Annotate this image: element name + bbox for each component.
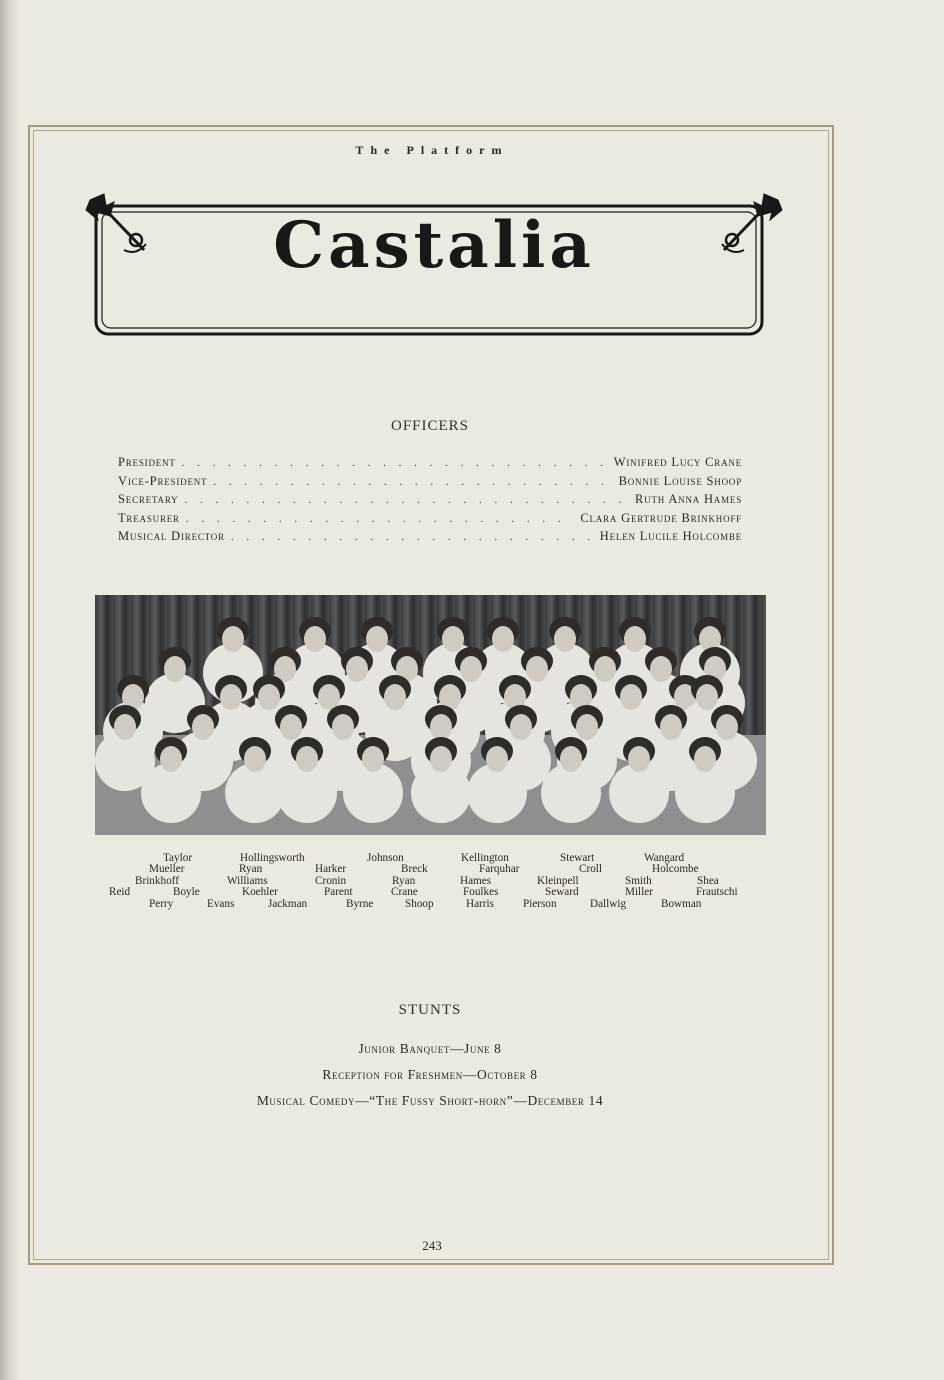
caption-name: Croll <box>579 863 602 875</box>
caption-name: Pierson <box>523 898 557 910</box>
caption-name: Dallwig <box>590 898 627 910</box>
caption-name: Crane <box>391 886 418 898</box>
figure-face <box>304 626 326 652</box>
figure-face <box>554 626 576 652</box>
figure-face <box>650 656 672 682</box>
office-label: Musical Director <box>118 529 225 544</box>
figure-face <box>164 656 186 682</box>
caption-name: Kellington <box>461 852 509 864</box>
figure-face <box>694 746 716 772</box>
figure-face <box>660 714 682 740</box>
caption-name: Koehler <box>242 886 279 898</box>
title-banner <box>84 190 784 350</box>
caption-name: Johnson <box>367 852 404 864</box>
caption-name: Kleinpell <box>537 875 579 887</box>
caption-name: Taylor <box>163 852 193 864</box>
caption-name: Jackman <box>268 898 308 910</box>
figure-face <box>594 656 616 682</box>
group-photograph <box>95 595 766 835</box>
figure-face <box>430 714 452 740</box>
caption-name: Ryan <box>239 863 263 875</box>
figure-face <box>486 746 508 772</box>
officer-row-musical-director <box>118 529 742 548</box>
caption-name: Wangard <box>644 852 685 864</box>
caption-name: Hames <box>460 875 492 887</box>
caption-name: Hollingsworth <box>240 852 305 864</box>
officer-row-vice-president <box>118 474 742 493</box>
figure-face <box>160 746 182 772</box>
stunt-item: Junior Banquet—June 8 <box>358 1041 502 1056</box>
figure-face <box>332 714 354 740</box>
figure-face <box>318 684 340 710</box>
stunt-item: Musical Comedy—“The Fussy Short-horn”—December 14 <box>256 1093 604 1108</box>
figure-face <box>220 684 242 710</box>
figure-face <box>442 626 464 652</box>
caption-name: Byrne <box>346 898 374 910</box>
caption-name: Frautschi <box>696 886 738 898</box>
stunt-item: Reception for Freshmen—October 8 <box>322 1067 538 1082</box>
office-label: Secretary <box>118 492 179 507</box>
caption-name: Shoop <box>405 898 434 910</box>
figure-face <box>346 656 368 682</box>
figure-face <box>624 626 646 652</box>
caption-name: Seward <box>545 886 579 898</box>
caption-name: Smith <box>625 875 652 887</box>
figure-face <box>628 746 650 772</box>
office-label: Vice-President <box>118 473 208 488</box>
caption-name: Ryan <box>392 875 416 887</box>
office-label: Treasurer <box>118 510 180 525</box>
caption-name: Bowman <box>661 898 702 910</box>
dot-leader <box>184 494 629 506</box>
figure-face <box>296 746 318 772</box>
page-number: 243 <box>422 1238 442 1253</box>
officer-name: Clara Gertrude Brinkhoff <box>580 510 742 525</box>
officers-list <box>118 455 742 548</box>
caption-name: Stewart <box>560 852 595 864</box>
officers-heading: OFFICERS <box>390 418 470 434</box>
caption-name: Brinkhoff <box>135 875 179 887</box>
figure-face <box>430 746 452 772</box>
figure-face <box>716 714 738 740</box>
caption-name: Williams <box>227 875 268 887</box>
page-binding-shadow <box>0 0 20 1380</box>
figure-face <box>258 684 280 710</box>
caption-name: Evans <box>207 898 235 910</box>
figure-face <box>362 746 384 772</box>
caption-name: Harris <box>466 898 494 910</box>
figure-face <box>244 746 266 772</box>
figure-face <box>366 626 388 652</box>
figure-face <box>620 684 642 710</box>
officer-name: Bonnie Louise Shoop <box>618 473 742 488</box>
caption-name: Mueller <box>149 863 185 875</box>
officer-row-secretary <box>118 492 742 511</box>
figure-face <box>460 656 482 682</box>
figure-face <box>114 714 136 740</box>
caption-name: Cronin <box>315 875 347 887</box>
caption-name: Miller <box>625 886 653 898</box>
caption-name: Boyle <box>173 886 200 898</box>
running-head: The Platform <box>355 143 509 157</box>
dot-leader <box>213 476 612 488</box>
stunts-heading: STUNTS <box>398 1002 462 1018</box>
figure-face <box>192 714 214 740</box>
figure-face <box>510 714 532 740</box>
photo-figures <box>95 595 766 835</box>
office-label: President <box>118 455 176 469</box>
figure-face <box>280 714 302 740</box>
figure-face <box>222 626 244 652</box>
figure-face <box>696 684 718 710</box>
figure-face <box>492 626 514 652</box>
officer-row-treasurer <box>118 511 742 530</box>
caption-name: Breck <box>401 863 428 875</box>
caption-name: Reid <box>109 886 131 898</box>
caption-name: Parent <box>324 886 353 898</box>
figure-face <box>576 714 598 740</box>
caption-name: Foulkes <box>463 886 499 898</box>
figure-face <box>384 684 406 710</box>
figure-face <box>560 746 582 772</box>
caption-name: Harker <box>315 863 347 875</box>
dot-leader <box>182 457 608 469</box>
dot-leader <box>186 513 575 525</box>
photo-caption-names <box>0 852 944 914</box>
caption-name: Farquhar <box>479 863 520 875</box>
caption-name: Holcombe <box>652 863 699 875</box>
dot-leader <box>231 531 594 543</box>
officer-name: Ruth Anna Hames <box>635 492 742 507</box>
officer-name: Winifred Lucy Crane <box>613 455 742 469</box>
officer-row-president <box>118 455 742 474</box>
society-title: Castalia <box>273 208 595 283</box>
caption-name: Perry <box>149 898 174 910</box>
officer-name: Helen Lucile Holcombe <box>599 529 742 544</box>
caption-name: Shea <box>697 875 719 887</box>
figure-face <box>526 656 548 682</box>
